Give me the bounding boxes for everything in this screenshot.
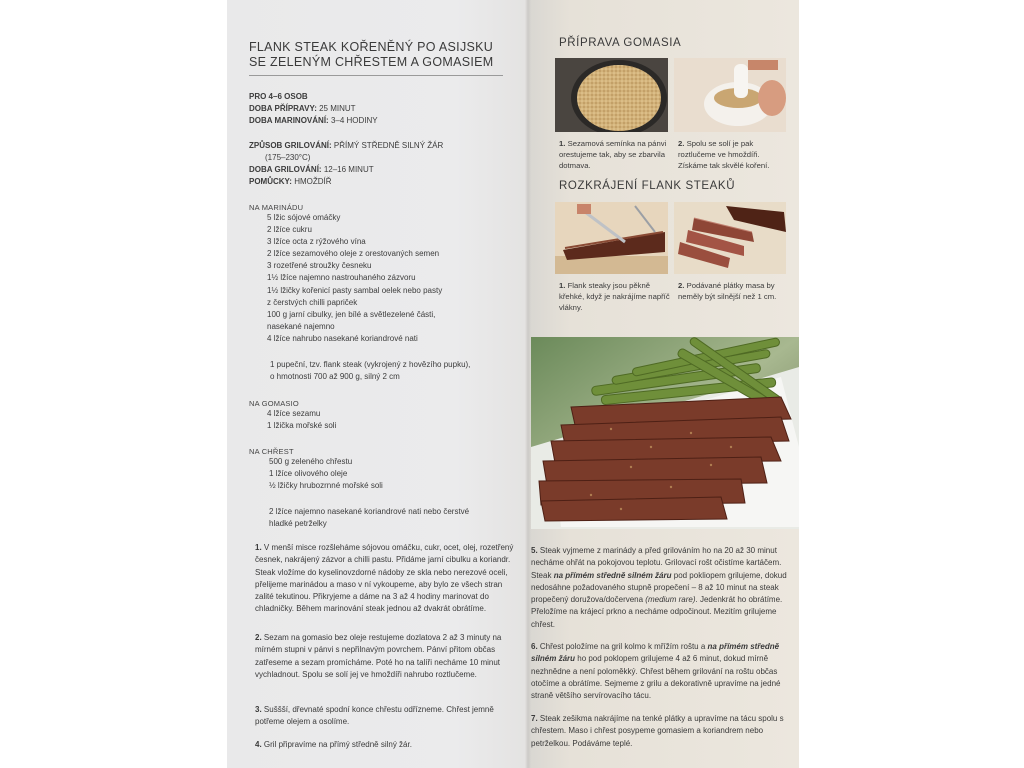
prep-time: DOBA PŘÍPRAVY: 25 MINUT: [249, 104, 356, 113]
slicing-steak-image: [555, 202, 668, 274]
sliced-steak-image: [674, 202, 786, 274]
step-7: 7. Steak zešikma nakrájíme na tenké plátky a upravíme na tácu spolu s chřestem. Maso i chřest posypeme gomasiem a koriandrem nebo petrželkou. Podáváme teplé.: [531, 714, 784, 748]
herbs-ingredient: 2 lžíce najemno nasekané koriandrové nati nebo čerstvé hladké petrželky: [269, 507, 470, 529]
step-2: 2. Sezam na gomasio bez oleje restujeme dozlatova 2 až 3 minuty na mírném stupni v pánvi s nepřilnavým povrchem. Pánví přitom občas zatřeseme a sezam promícháme. Poté ho na talíři necháme 10 minut vychladnout. Spolu se solí jej ve hmoždíři nahrubo roztlučeme.: [255, 633, 502, 679]
right-page: [531, 0, 799, 768]
recipe-title: FLANK STEAK KOŘENĚNÝ PO ASIJSKU SE ZELENÝM CHŘESTEM A GOMASIEM: [249, 40, 494, 69]
step-6: 6. Chřest položíme na gril kolmo k mřížím roštu a na přímém středně silném žáru ho pod poklopem grilujeme 4 až 6 minut, dokud mírně nezhnědne a není poloměkký. Chřest během grilování na roštu občas otočíme a obrátíme. Sejmeme z grilu a dekorativně upravíme na jedné straně většího servírovacího tácu.: [531, 642, 781, 701]
title-divider: [249, 75, 503, 76]
caption-slicing-1: 1. Flank steaky jsou pěkně křehké, když je nakrájíme napříč vlákny.: [559, 281, 670, 312]
asparagus-ingredients: 500 g zeleného chřestu 1 lžíce olivového oleje ½ lžičky hrubozrnné mořské soli: [269, 457, 383, 491]
photo-plated-steak: [531, 337, 799, 529]
photo-toasting-sesame: [555, 58, 668, 132]
caption-slicing-2: 2. Podávané plátky masa by neměly být silnější než 1 cm.: [678, 281, 777, 301]
pan-with-sesame-image: [555, 58, 668, 132]
step-4: 4. Gril připravíme na přímý středně silný žár.: [255, 740, 412, 749]
step-5: 5. Steak vyjmeme z marinády a před grilováním ho na 20 až 30 minut necháme ohřát na pokojovou teplotu. Grilovací rošt očistíme kartáčem. Steak na přímém středně silném žáru pod pokliopem grilujeme, dokud nedosáhne požadovaného stupně propečení – 8 až 10 minut na steak propečený doružova/dočervena (medium rare). Jedenkrát ho obrátíme. Přeložíme na krájecí prkno a necháme odpočinout. Mezitím grilujeme chřest.: [531, 546, 787, 629]
marinade-ingredients: 5 lžic sójové omáčky 2 lžíce cukru 3 lžíce octa z rýžového vína 2 lžíce sezamového oleje z orestovaných semen 3 rozetřené stroužky česneku 1½ lžíce najemno nastrouhaného zázvoru 1½ lžičky kořenicí pasty sambal oelek nebo pasty z čerstvých chilli papriček 100 g jarní cibulky, jen bílé a světlezelené části, nasekané najemno 4 lžíce nahrubo nasekané koriandrové nati: [267, 213, 443, 343]
grill-time: DOBA GRILOVÁNÍ: 12–16 MINUT: [249, 165, 374, 174]
asparagus-heading: NA CHŘEST: [249, 447, 294, 456]
mortar-image: [674, 58, 786, 132]
tools: POMŮCKY: HMOŽDÍŘ: [249, 177, 332, 186]
cookbook-spread: [227, 0, 799, 768]
steak-ingredient: 1 pupeční, tzv. flank steak (vykrojený z hovězího pupku), o hmotnosti 700 až 900 g, silný 2 cm: [270, 360, 471, 382]
grill-method: ZPŮSOB GRILOVÁNÍ: PŘÍMÝ STŘEDNĚ SILNÝ ŽÁR: [249, 141, 444, 150]
caption-gomasio-2: 2. Spolu se solí je pak roztlučeme ve hmoždíři. Získáme tak skvělé koření.: [678, 139, 770, 170]
servings: PRO 4–6 OSOB: [249, 92, 308, 101]
marinade-heading: NA MARINÁDU: [249, 203, 304, 212]
marinate-time: DOBA MARINOVÁNÍ: 3–4 HODINY: [249, 116, 378, 125]
left-page: [247, 0, 525, 768]
step-1: 1. V menší misce rozšleháme sójovou omáčku, cukr, ocet, olej, rozetřený česnek, nakrájený zázvor a chilli pastu. Přidáme jarní cibulku a koriandr. Steak vložíme do kyselinovzdorné nádoby ze skla nebo nerezové oceli, přelijeme marinádou a maso v ní vykoupeme, aby bylo ze všech stran zalité tekutinou. Přikryjeme a dáme na 3 až 4 hodiny marinovat do chladničky. Během marinování steak jednou až dvakrát obrátíme.: [255, 543, 514, 614]
photo-sliced-steak: [674, 202, 786, 274]
caption-gomasio-1: 1. Sezamová semínka na pánvi orestujeme tak, aby se zbarvila dotmava.: [559, 139, 667, 170]
slicing-heading: ROZKRÁJENÍ FLANK STEAKŮ: [559, 180, 736, 192]
gomasio-prep-heading: PŘÍPRAVA GOMASIA: [559, 37, 682, 49]
gomasio-ingredients: 4 lžíce sezamu 1 lžička mořské soli: [267, 409, 337, 431]
plated-steak-asparagus-image: [531, 337, 799, 529]
photo-slicing-steak: [555, 202, 668, 274]
grill-temperature: (175–230°C): [265, 153, 311, 162]
photo-mortar-grinding: [674, 58, 786, 132]
gomasio-heading: NA GOMASIO: [249, 399, 299, 408]
step-3: 3. Suššší, dřevnaté spodní konce chřestu odřízneme. Chřest jemně potřeme olejem a osolíme.: [255, 705, 494, 727]
